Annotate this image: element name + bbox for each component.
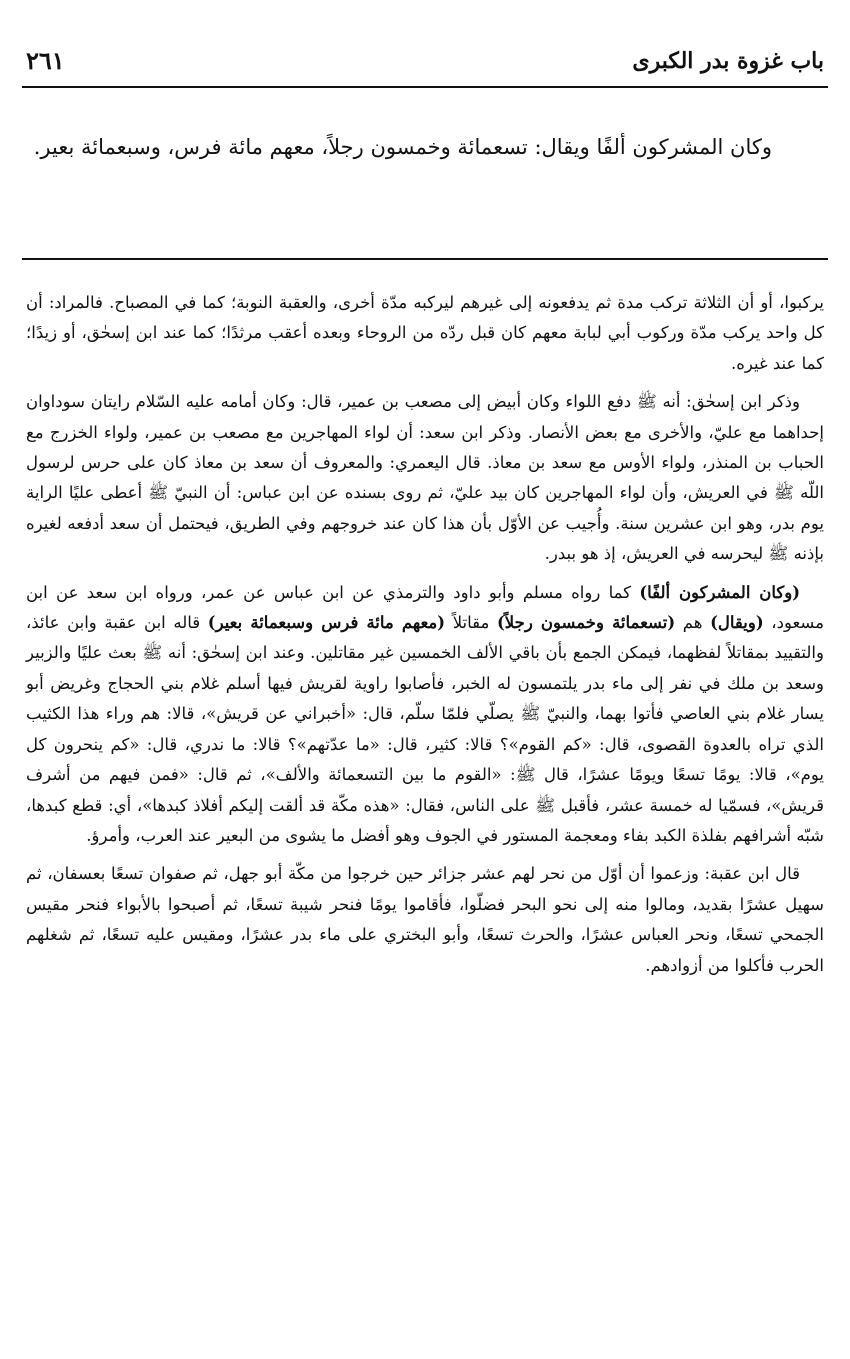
quoted-main-text: (وكان المشركون ألفًا)	[639, 582, 800, 602]
quoted-main-text: (ويقال)	[710, 613, 764, 633]
running-title: باب غزوة بدر الكبرى	[632, 48, 824, 74]
book-page	[22, 40, 828, 1340]
page-number: ٢٦١	[26, 46, 65, 75]
commentary-paragraph	[26, 387, 824, 569]
main-text: وكان المشركون ألفًا ويقال: تسعمائة وخمسون رجلاً، معهم مائة فرس، وسبعمائة بعير.	[33, 135, 772, 159]
commentary-text: قاله ابن عقبة وابن عائذ، والتقييد بمقاتلاً لفظهما، فيمكن الجمع بأن باقي الألف الخمسين غير مقاتلين. وعند ابن إسحٰق: أنه ﷺ بعث عليًا والزبير وسعد بن ملك في نفر إلى ماء بدر يلتمسون له الخبر، فأصابوا راوية لقريش فيها أسلم غلام بني الحجاج وغريض أبو يسار غلام بني العاصي فأتوا بهما، والنبيّ ﷺ يصلّي فلمّا سلّم، قال: «أخبراني عن قريش»، قالا: هم وراء هذا الكثيب الذي تراه بالعدوة القصوى، قال: «كم القوم»؟ قالا: كثير، قال: «ما عدّتهم»؟ قالا: ما ندري، قال: «كم ينحرون كل يوم»، قالا: يومًا تسعًا ويومًا عشرًا، قال ﷺ: «القوم ما بين التسعمائة والألف»، ثم قال: «فمن فيهم من أشرف قريش»، فسمّيا له خمسة عشر، فأقبل ﷺ على الناس، فقال: «هذه مكّة قد ألقت إليكم أفلاذ كبدها»، أي: قطع كبدها، شبّه أشرافهم بفلذة الكبد بفاء ومعجمة المستور في الجوف وهو أفضل ما يشوى من البعير عند العرب، وأمرؤ.	[26, 613, 824, 845]
commentary-text: وذكر ابن إسحٰق: أنه ﷺ دفع اللواء وكان أبيض إلى مصعب بن عمير، قال: وكان أمامه عليه السّلام رايتان سوداوان إحداهما مع عليّ، والأخرى مع بعض الأنصار. وذكر ابن سعد: أن لواء المهاجرين مع مصعب بن عمير، ولواء الخزرج مع الحباب بن المنذر، ولواء الأوس مع سعد بن معاذ. قال اليعمري: والمعروف أن سعد بن معاذ كان على حرس لرسول اللّه ﷺ في العريش، وأن لواء المهاجرين كان بيد عليّ، ثم روى بسنده عن ابن عباس: أن النبيّ ﷺ أعطى عليًا الراية يوم بدر، وهو ابن عشرين سنة. وأُجيب عن الأوّل بأن هذا كان عند خروجهم وفي الطريق، فيحتمل أن سعد أدفعه لغيره بإذنه ﷺ ليحرسه في العريش، إذ هو ببدر.	[26, 392, 824, 564]
footnote-separator	[22, 258, 828, 260]
quoted-main-text: (تسعمائة وخمسون رجلاً)	[496, 613, 676, 633]
commentary-text: كما رواه مسلم وأبو داود والترمذي عن ابن عباس عن عمر، ورواه ابن سعد عن ابن مسعود،	[26, 582, 824, 633]
commentary-text: هم	[675, 613, 711, 633]
commentary-text: يركبوا، أو أن الثلاثة تركب مدة ثم يدفعونه إلى غيرهم ليركبه مدّة أخرى، والعقبة النوبة؛ كما في المصباح. فالمراد: أن كل واحد يركب مدّة وركوب أبي لبابة معهم كان قبل ردّه من الروحاء وبعده أعقب مرثدًا؛ كما عند ابن إسحٰق، أو زيدًا؛ كما عند غيره.	[26, 293, 824, 373]
commentary-text: قال ابن عقبة: وزعموا أن أوّل من نحر لهم عشر جزائر حين خرجوا من مكّة أبو جهل، ثم صفوان تسعًا بعسفان، ثم سهيل عشرًا بقديد، ومالوا منه إلى نحو البحر فضلّوا، فأقاموا يومًا فنحر شيبة تسعًا، ثم أصبحوا بالأبواء فنحر مقيس الجمحي تسعًا، ونحر العباس عشرًا، والحرث تسعًا، وأبو البختري على ماء بدر عشرًا، ومقيس عليه تسعًا، ثم شغلهم الحرب فأكلوا من أزوادهم.	[26, 864, 824, 975]
commentary-paragraph	[26, 859, 824, 981]
commentary-text: مقاتلاً	[445, 613, 497, 633]
page-header	[22, 40, 828, 88]
quoted-main-text: (معهم مائة فرس وسبعمائة بعير)	[207, 613, 446, 633]
commentary-section	[22, 288, 828, 989]
commentary-paragraph	[26, 288, 824, 379]
commentary-paragraph	[26, 578, 824, 852]
